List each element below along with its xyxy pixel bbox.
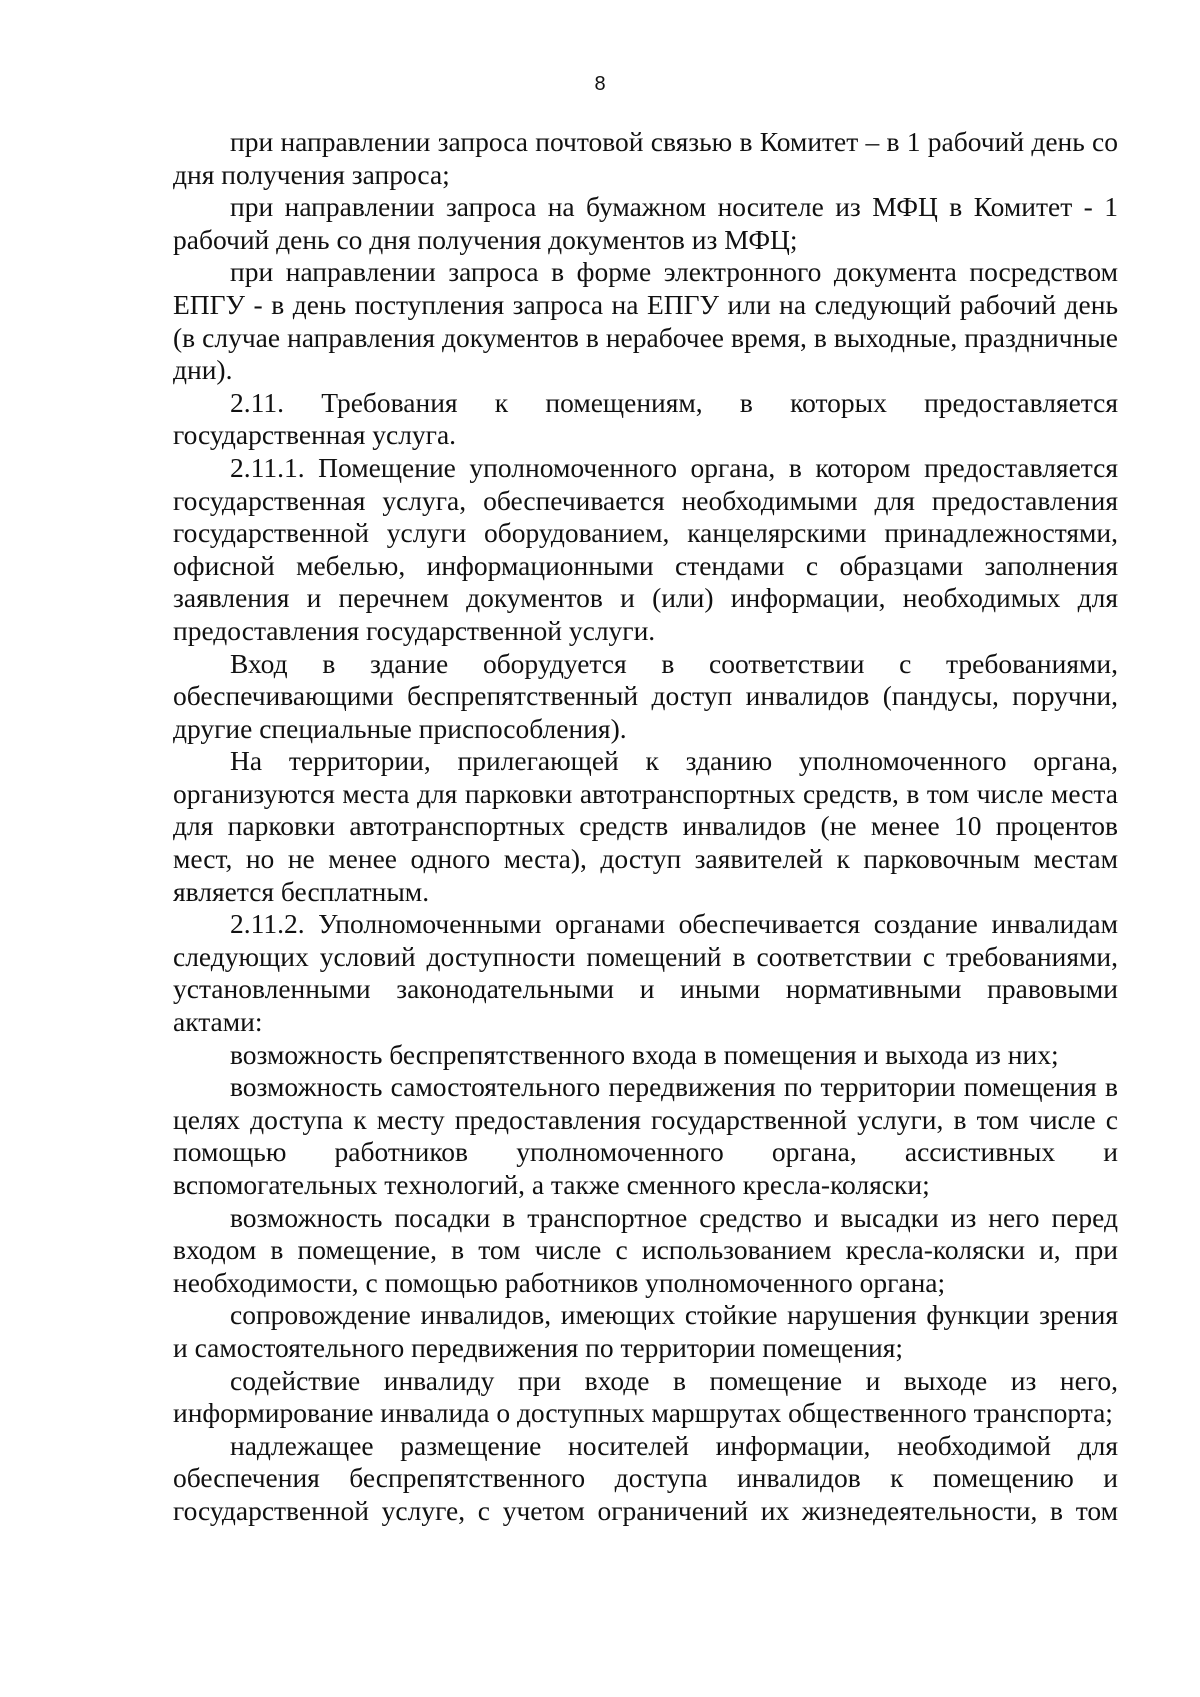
paragraph-postal-request: при направлении запроса почтовой связью в Комитет – в 1 рабочий день со дня получения запроса; (173, 126, 1118, 190)
paragraph-building-entrance: Вход в здание оборудуется в соответствии с требованиями, обеспечивающими беспрепятственный доступ инвалидов (пандусы, поручни, другие специальные приспособления). (173, 647, 1118, 744)
paragraph-2-11-1-premises: 2.11.1. Помещение уполномоченного органа, в котором предоставляется государственная услуга, обеспечивается необходимыми для предоставления государственной услуги оборудованием, канцелярскими принадлежностями, офисной мебелью, информационными стендами с образцами заполнения заявления и перечнем документов и (или) информации, необходимых для предоставления государственной услуги. (173, 451, 1118, 646)
list-item-entry-assistance: содействие инвалиду при входе в помещение и выходе из него, информирование инвалида о доступных маршрутах общественного транспорта; (173, 1364, 1118, 1429)
list-item-independent-movement: возможность самостоятельного передвижения по территории помещения в целях доступа к месту предоставления государственной услуги, в том числе с помощью работников уполномоченного органа, ассистивных и вспомогательных технологий, а также сменного кресла-коляски; (173, 1071, 1118, 1200)
section-heading-2-11: 2.11. Требования к помещениям, в которых предоставляется государственная услуга. (173, 386, 1118, 451)
paragraph-paper-request-mfc: при направлении запроса на бумажном носителе из МФЦ в Комитет - 1 рабочий день со дня получения документов из МФЦ; (173, 191, 1118, 255)
list-item-information-placement: надлежащее размещение носителей информации, необходимой для обеспечения беспрепятственного доступа инвалидов к помещению и государственной услуге, с учетом ограничений их жизнедеятельности, в том (173, 1429, 1118, 1526)
paragraph-2-11-2-accessibility: 2.11.2. Уполномоченными органами обеспечивается создание инвалидам следующих условий доступности помещений в соответствии с требованиями, установленными законодательными и иными нормативными правовыми актами: (173, 908, 1118, 1038)
paragraph-parking: На территории, прилегающей к зданию уполномоченного органа, организуются места для парковки автотранспортных средств, в том числе места для парковки автотранспортных средств инвалидов (не менее 10 процентов мест, но не менее одного места), доступ заявителей к парковочным местам является бесплатным. (173, 745, 1118, 907)
list-item-unobstructed-entry: возможность беспрепятственного входа в помещения и выхода из них; (230, 1038, 1059, 1070)
document-body (173, 126, 1118, 1528)
list-item-vehicle-boarding: возможность посадки в транспортное средство и высадки из него перед входом в помещение, в том числе с использованием кресла-коляски и, при необходимости, с помощью работников уполномоченного органа; (173, 1201, 1118, 1298)
list-item-escort: сопровождение инвалидов, имеющих стойкие нарушения функции зрения и самостоятельного передвижения по территории помещения; (173, 1299, 1118, 1363)
page-number: 8 (594, 73, 606, 95)
paragraph-electronic-request-epgu: при направлении запроса в форме электронного документа посредством ЕПГУ - в день поступления запроса на ЕПГУ или на следующий рабочий день (в случае направления документов в нерабочее время, в выходные, праздничные дни). (173, 256, 1118, 386)
